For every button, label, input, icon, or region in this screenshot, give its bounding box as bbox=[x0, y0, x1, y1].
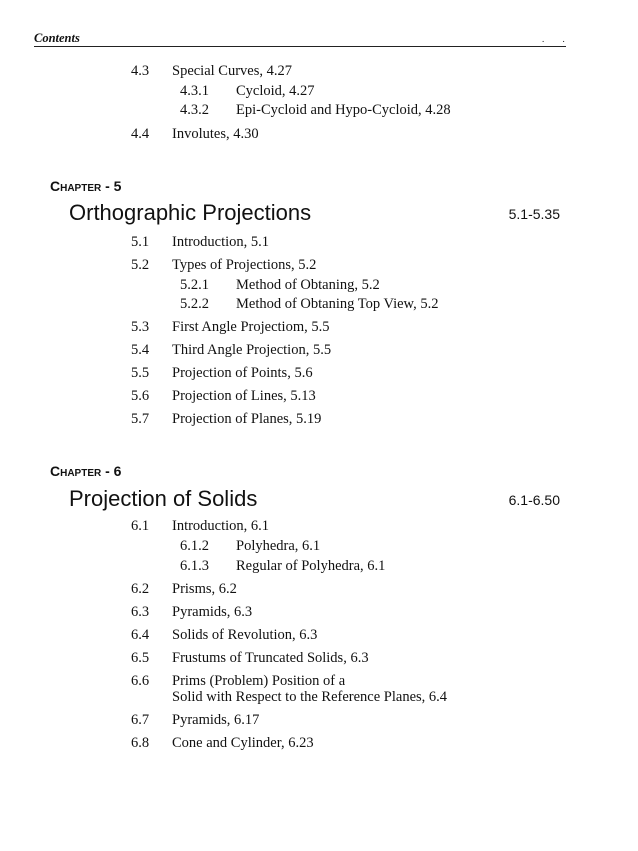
toc-number: 6.2 bbox=[131, 581, 150, 597]
toc-number: 5.1 bbox=[131, 234, 150, 250]
toc-number: 6.1.3 bbox=[180, 558, 209, 574]
chapter-5-title: Orthographic Projections bbox=[69, 200, 312, 225]
toc-number: 6.4 bbox=[131, 627, 150, 643]
toc-number: 4.3.2 bbox=[180, 102, 209, 118]
header-rule bbox=[34, 46, 566, 47]
toc-entry: Special Curves, 4.27 bbox=[172, 63, 293, 79]
chapter-5-label: Chapter - 5 bbox=[50, 178, 122, 194]
chapter-6-page-range: 6.1-6.50 bbox=[508, 492, 560, 508]
toc-entry: Prisms, 6.2 bbox=[172, 581, 237, 597]
toc-number: 4.4 bbox=[131, 126, 150, 142]
toc-entry: Method of Obtaning, 5.2 bbox=[236, 277, 380, 293]
toc-entry: Projection of Points, 5.6 bbox=[172, 365, 313, 381]
toc-number: 6.1 bbox=[131, 518, 150, 534]
toc-entry: Introduction, 6.1 bbox=[172, 518, 270, 534]
toc-number: 6.6 bbox=[131, 673, 150, 689]
toc-entry: Cone and Cylinder, 6.23 bbox=[172, 735, 314, 751]
toc-number: 6.1.2 bbox=[180, 538, 209, 554]
toc-entry: Pyramids, 6.3 bbox=[172, 604, 253, 620]
toc-entry: Projection of Planes, 5.19 bbox=[172, 411, 322, 427]
toc-entry: Involutes, 4.30 bbox=[172, 126, 259, 142]
toc-number: 5.7 bbox=[131, 411, 150, 427]
toc-number: 6.7 bbox=[131, 712, 150, 728]
toc-number: 6.8 bbox=[131, 735, 150, 751]
toc-entry: Solids of Revolution, 6.3 bbox=[172, 627, 318, 643]
chapter-6-title: Projection of Solids bbox=[69, 486, 258, 511]
toc-entry: Frustums of Truncated Solids, 6.3 bbox=[172, 650, 369, 666]
toc-entry: Third Angle Projection, 5.5 bbox=[172, 342, 332, 358]
toc-entry-continuation: Solid with Respect to the Reference Planes, 6.4 bbox=[172, 689, 448, 705]
chapter-5-page-range: 5.1-5.35 bbox=[508, 206, 560, 222]
toc-entry: First Angle Projectiom, 5.5 bbox=[172, 319, 330, 335]
toc-number: 5.6 bbox=[131, 388, 150, 404]
chapter-6-label: Chapter - 6 bbox=[50, 463, 122, 479]
toc-number: 5.5 bbox=[131, 365, 150, 381]
running-head: Contents bbox=[34, 31, 80, 45]
toc-number: 6.3 bbox=[131, 604, 150, 620]
toc-entry: Polyhedra, 6.1 bbox=[236, 538, 321, 554]
toc-entry: Pyramids, 6.17 bbox=[172, 712, 260, 728]
toc-number: 5.4 bbox=[131, 342, 150, 358]
header-ornament: . . bbox=[542, 34, 573, 44]
toc-entry: Regular of Polyhedra, 6.1 bbox=[236, 558, 386, 574]
toc-entry: Types of Projections, 5.2 bbox=[172, 257, 317, 273]
toc-entry: Prims (Problem) Position of a bbox=[172, 673, 346, 689]
toc-entry: Epi-Cycloid and Hypo-Cycloid, 4.28 bbox=[236, 102, 451, 118]
toc-entry: Projection of Lines, 5.13 bbox=[172, 388, 316, 404]
toc-entry: Introduction, 5.1 bbox=[172, 234, 270, 250]
toc-entry: Method of Obtaning Top View, 5.2 bbox=[236, 296, 439, 312]
toc-number: 4.3.1 bbox=[180, 83, 209, 99]
toc-number: 5.2.1 bbox=[180, 277, 209, 293]
toc-number: 6.5 bbox=[131, 650, 150, 666]
toc-number: 5.2.2 bbox=[180, 296, 209, 312]
toc-entry: Cycloid, 4.27 bbox=[236, 83, 315, 99]
toc-number: 5.2 bbox=[131, 257, 150, 273]
toc-number: 5.3 bbox=[131, 319, 150, 335]
toc-number: 4.3 bbox=[131, 63, 150, 79]
